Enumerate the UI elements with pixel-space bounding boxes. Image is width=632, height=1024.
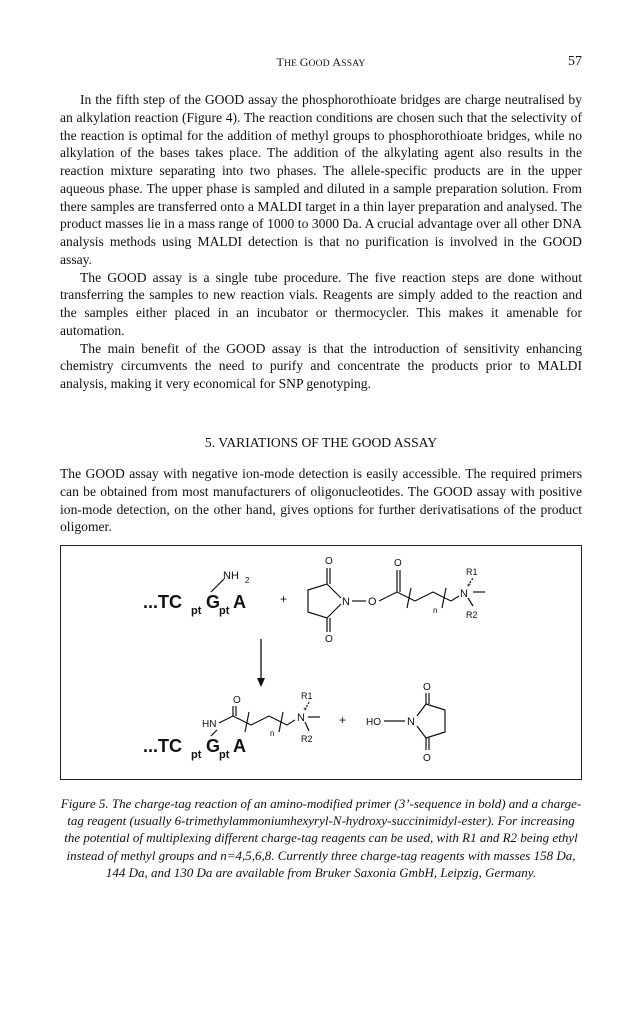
plus-sign-bottom: + [339, 713, 347, 727]
body-section-2 [60, 465, 582, 536]
header-title-cap-2: G [299, 55, 309, 69]
amino-subscript: 2 [245, 576, 250, 585]
alkyl-chain-top [397, 592, 451, 601]
amide-oxygen-label: O [233, 695, 241, 706]
reaction-arrow [257, 639, 265, 687]
product-base-g: G [206, 736, 221, 756]
body-paragraph-1: In the fifth step of the GOOD assay the phosphorothioate bridges are charge neutralised by an alkylation reaction (Figure 4). The reaction conditions are chosen such that the selectivity of the reaction is optimal for the addition of methyl groups to phosphorothioate bridges, while no alkylation of the bases takes place. The addition of the alkylating agent also results in the reaction mixture separating into two phases. The allele-specific products are in the upper aqueous phase. The upper phase is sampled and diluted in a sample preparation solution. From there samples are transferred onto a MALDI target in a thin layer preparation and analysed. The product masses lie in a mass range of 1000 to 3000 Da. A crucial advantage over all other DNA analysis methods using MALDI detection is that no purification is involved in the GOOD assay. [60, 92, 582, 267]
oxygen-label-bottom: O [325, 634, 333, 645]
hn-label: HN [202, 719, 217, 730]
r1-label-bottom: R1 [301, 691, 313, 701]
body-paragraph-3: The main benefit of the GOOD assay is that the introduction of sensitivity enhancing chemistry circumvents the need to purify and concentrate the products prior to MALDI analysis, making it very economical for SNP genotyping. [60, 340, 582, 391]
nhs-product [366, 682, 431, 764]
primer-prefix: ...TC [143, 592, 182, 612]
section-paragraph: The GOOD assay with negative ion-mode detection is easily accessible. The required primers can be obtained from most manufacturers of oligonucleotides. The GOOD assay with positive ion-mode detection, on the other hand, gives options for further derivatisations of the product oligomer. [60, 466, 582, 535]
running-header [60, 55, 582, 71]
product-primer-prefix: ...TC [143, 736, 182, 756]
product-nitrogen-label: N [297, 712, 305, 724]
primer-reactant [143, 570, 250, 617]
tagged-primer-product [143, 691, 313, 761]
succinimide-ring-bottom [417, 704, 445, 738]
header-title-cap-1: T [276, 55, 285, 69]
amide-bond [219, 716, 233, 723]
header-title-small-1: HE [284, 59, 300, 69]
oxygen-label-ester: O [368, 596, 377, 608]
n-r2-bond [468, 598, 473, 606]
nhs-oxygen-top: O [423, 682, 431, 693]
nitrogen-plus-bottom: + [303, 706, 308, 713]
r2-label-bottom: R2 [301, 734, 313, 744]
primer-base-g: G [206, 592, 221, 612]
ho-label: HO [366, 717, 381, 728]
nitrogen-label-amine: N [460, 588, 468, 600]
figure-5-box [60, 545, 582, 780]
figure-5-caption: Figure 5. The charge-tag reaction of an amino-modified primer (3’-sequence in bold) and a charge-tag reagent (usually 6-trimethylammoniumhexyryl-N-hydroxy-succinimidyl-ester). For increasing the potential of multiplexing different charge-tag reagents can be used, with R1 and R2 being ethyl instead of methyl groups and n=4,5,6,8. Currently three charge-tag reagents with masses 158 Da, 144 Da, and 130 Da are available from Bruker Saxonia GmbH, Leipzig, Germany. [60, 796, 582, 880]
product-pt-2: pt [219, 749, 230, 761]
page-number: 57 [568, 54, 582, 69]
plus-sign-top: + [280, 592, 288, 606]
product-base-a: A [233, 736, 246, 756]
nhs-oxygen-bottom: O [423, 753, 431, 764]
chain-bracket-left [407, 588, 411, 608]
chain-index-n-top: n [433, 606, 438, 615]
r1-label-top: R1 [466, 567, 478, 577]
r2-label-top: R2 [466, 610, 478, 620]
primer-pt-1: pt [191, 605, 202, 617]
charge-tag-reagent [308, 568, 485, 632]
alkyl-chain-bottom [233, 716, 295, 725]
o-carbonyl-bond [379, 592, 397, 601]
succinimide-ring-top [308, 584, 341, 618]
oxygen-label-carbonyl: O [394, 558, 402, 569]
header-title-small-2: OOD [308, 59, 333, 69]
header-title-small-3: SSAY [341, 59, 366, 69]
product-pt-1: pt [191, 749, 202, 761]
oxygen-label-top: O [325, 556, 333, 567]
nitrogen-label-nhs: N [342, 596, 350, 608]
section-heading: 5. VARIATIONS OF THE GOOD ASSAY [204, 435, 438, 450]
body-section-1 [60, 91, 582, 393]
nhs-nitrogen-label: N [407, 716, 415, 728]
body-paragraph-2: The GOOD assay is a single tube procedure. The five reaction steps are done without transferring the samples to new reaction vials. Reagents are simply added to the reaction and the samples either placed in an incubator or thermocycler. This makes it amenable for automation. [60, 269, 582, 338]
nitrogen-plus-top: + [467, 582, 472, 589]
header-title [60, 55, 582, 70]
header-title-cap-3: A [332, 55, 342, 69]
primer-pt-2: pt [219, 605, 230, 617]
primer-base-a: A [233, 592, 246, 612]
amino-label: NH [223, 570, 239, 582]
chain-index-n-bottom: n [270, 729, 275, 738]
reaction-scheme [61, 546, 581, 779]
